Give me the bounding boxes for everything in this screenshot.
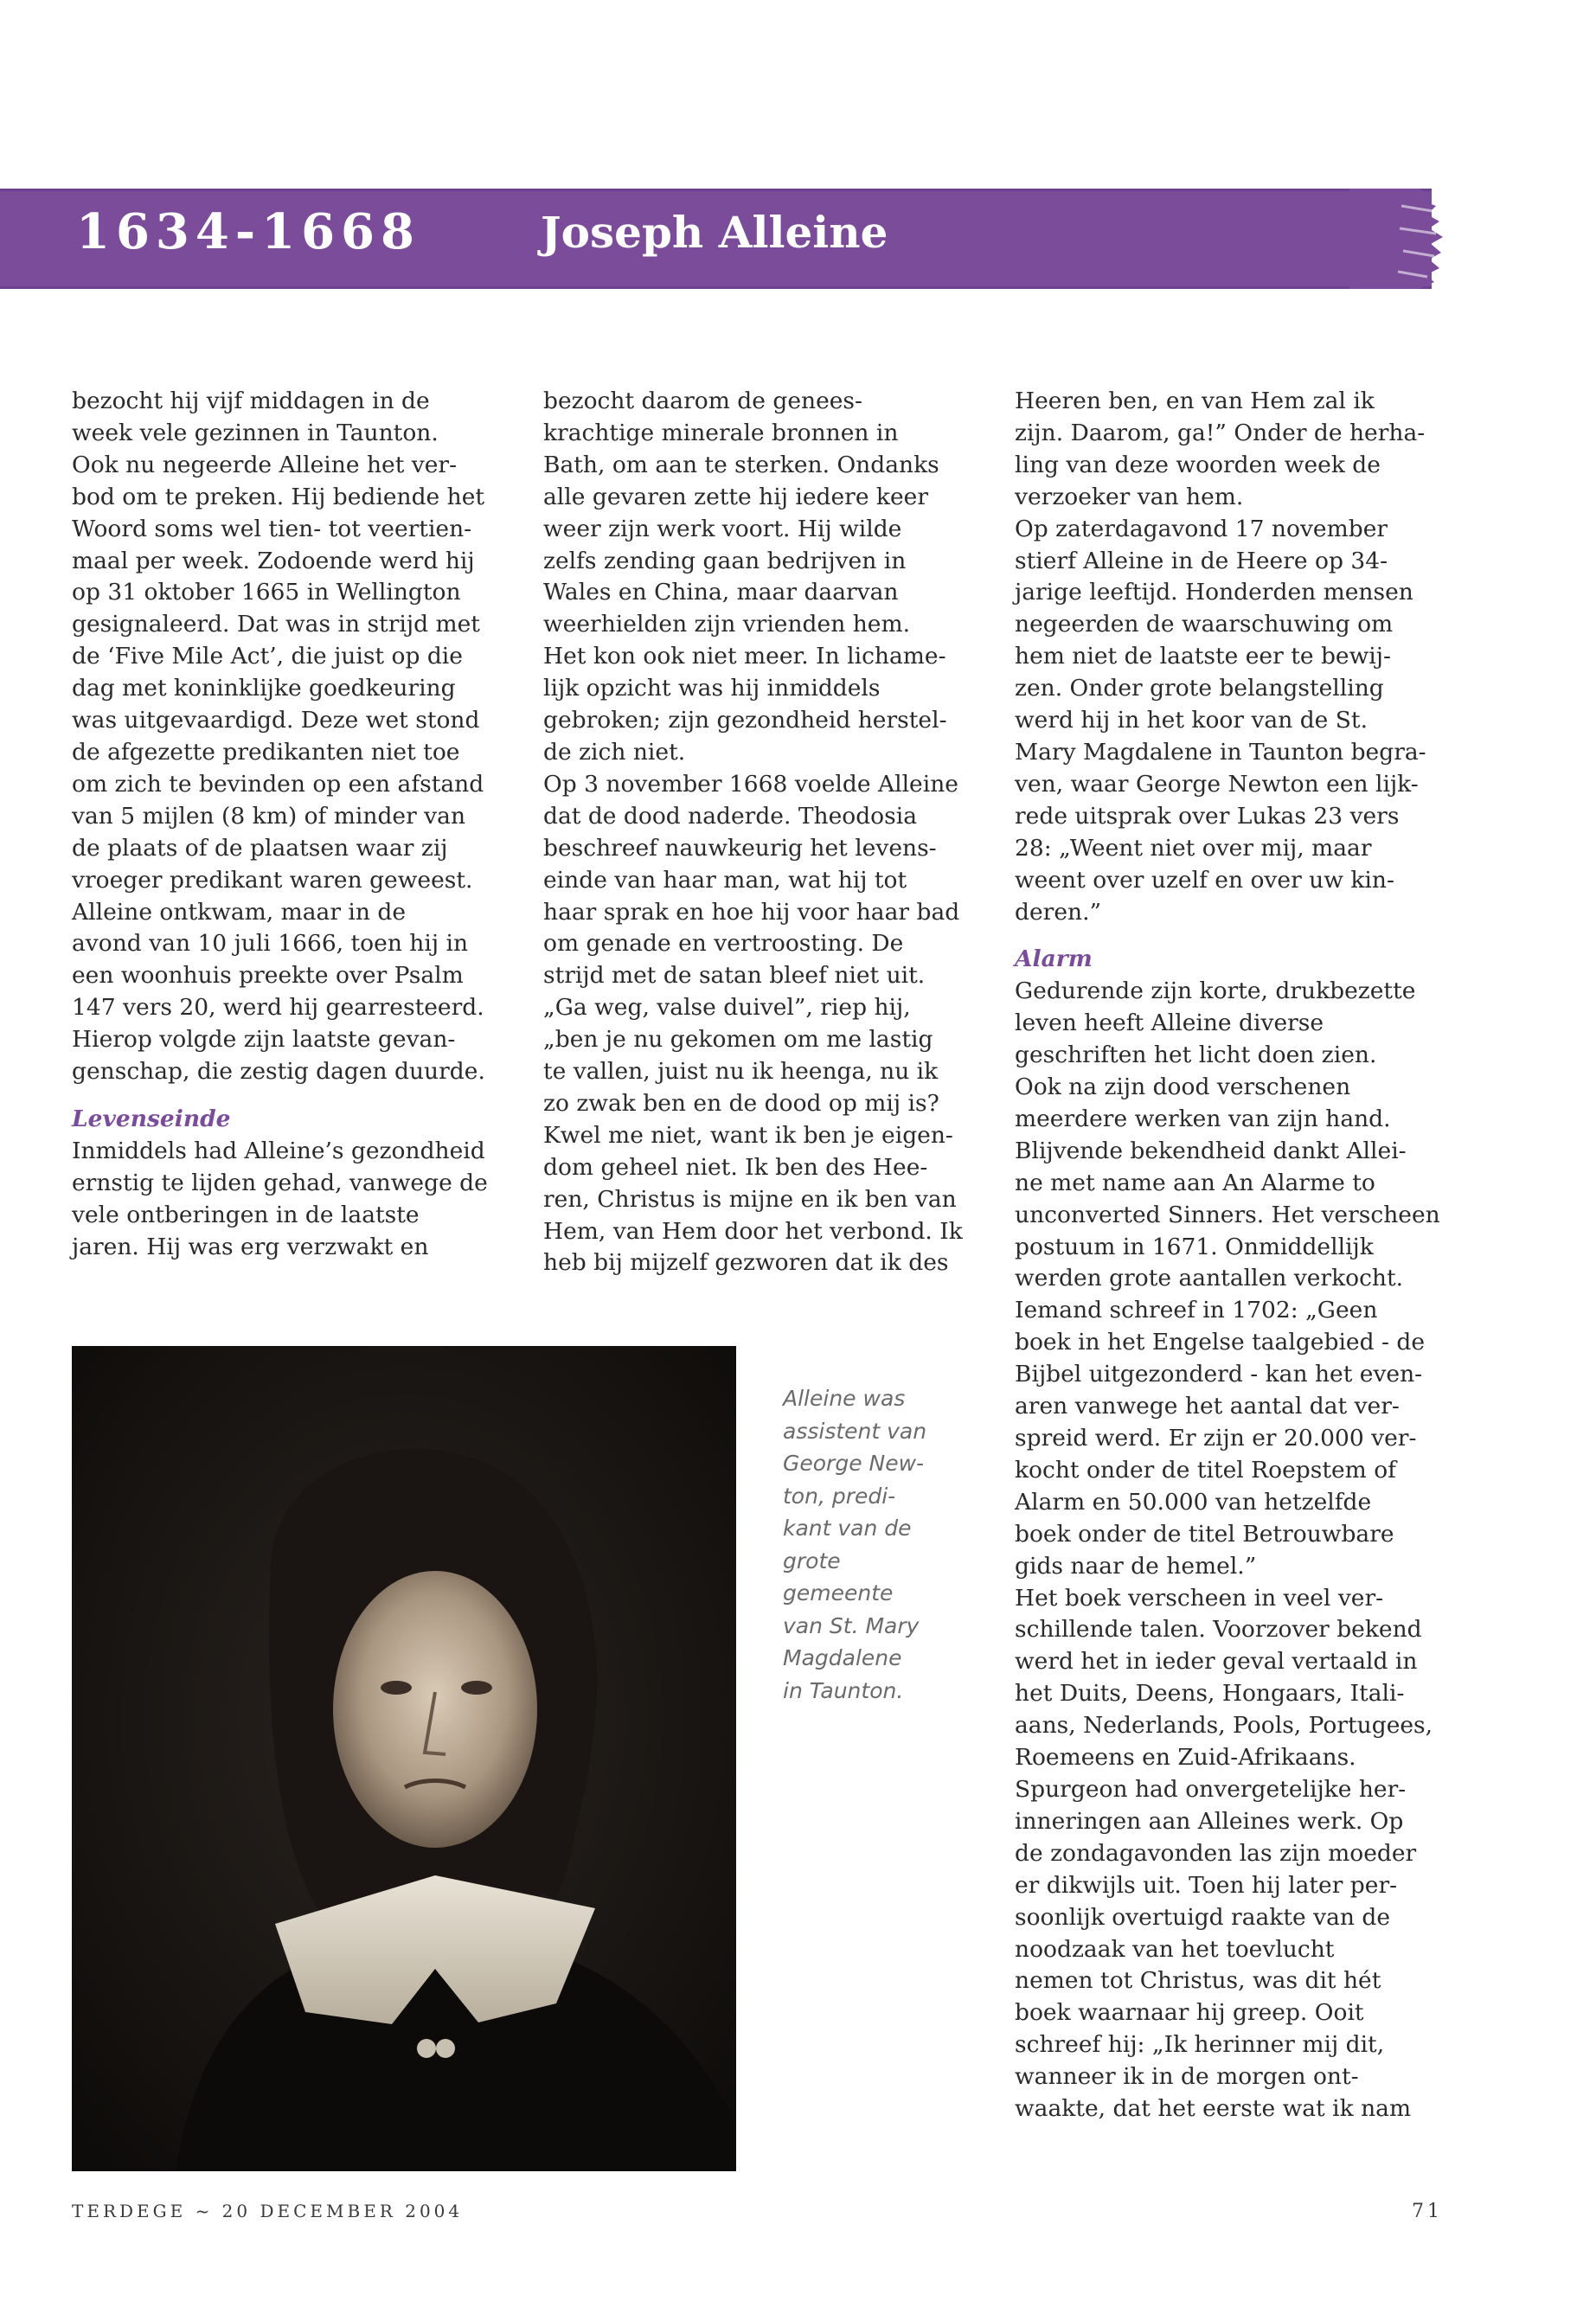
text-line: bod om te preken. Hij bediende het	[72, 483, 485, 510]
portrait-illustration	[72, 1346, 736, 2171]
text-line: nemen tot Christus, was dit hét	[1015, 1967, 1381, 1995]
text-line: negeerden de waarschuwing om	[1015, 611, 1394, 638]
text-line: om zich te bevinden op een afstand	[72, 770, 484, 798]
text-line: Hem, van Hem door het verbond. Ik	[543, 1217, 963, 1245]
text-line: jaren. Hij was erg verzwakt en	[72, 1233, 429, 1260]
text-line: ling van deze woorden week de	[1015, 451, 1381, 478]
text-line: Woord soms wel tien- tot veertien-	[72, 515, 472, 542]
text-line: Ook na zijn dood verschenen	[1015, 1074, 1351, 1101]
text-line: maal per week. Zodoende werd hij	[72, 547, 475, 574]
text-line: de zondagavonden las zijn moeder	[1015, 1839, 1417, 1867]
text-line: kocht onder de titel Roepstem of	[1015, 1456, 1396, 1484]
text-line: hem niet de laatste eer te bewij-	[1015, 643, 1391, 670]
text-line: Bath, om aan te sterken. Ondanks	[543, 451, 939, 478]
caption-line: van St. Mary	[783, 1612, 920, 1638]
brush-stroke-decoration	[1349, 189, 1445, 289]
text-line: Spurgeon had onvergetelijke her-	[1015, 1775, 1407, 1803]
text-line: soonlijk overtuigd raakte van de	[1015, 1903, 1391, 1931]
text-line: de plaats of de plaatsen waar zij	[72, 834, 448, 862]
text-line: Alarm en 50.000 van hetzelfde	[1015, 1488, 1372, 1516]
text-column-1	[72, 386, 488, 1263]
text-line: gids naar de hemel.”	[1015, 1552, 1257, 1580]
text-line: het Duits, Deens, Hongaars, Itali-	[1015, 1680, 1405, 1708]
text-line: Alleine ontkwam, maar in de	[72, 898, 407, 926]
text-line: er dikwijls uit. Toen hij later per-	[1015, 1871, 1398, 1899]
text-line: deren.”	[1015, 898, 1102, 926]
caption-line: Alleine was	[783, 1386, 906, 1411]
text-line: Ook nu negeerde Alleine het ver-	[72, 451, 458, 478]
text-line: alle gevaren zette hij iedere keer	[543, 483, 929, 510]
text-line: noodzaak van het toevlucht	[1015, 1935, 1335, 1963]
text-line: inneringen aan Alleines werk. Op	[1015, 1807, 1404, 1835]
caption-line: ton, predi-	[783, 1483, 896, 1509]
text-line: Wales en China, maar daarvan	[543, 579, 899, 606]
text-line: postuum in 1671. Onmiddellijk	[1015, 1233, 1374, 1260]
text-line: een woonhuis preekte over Psalm	[72, 962, 464, 990]
text-line: haar sprak en hoe hij voor haar bad	[543, 898, 960, 926]
text-line: boek in het Engelse taalgebied - de	[1015, 1329, 1426, 1356]
text-line: vele ontberingen in de laatste	[72, 1201, 420, 1228]
text-line: Mary Magdalene in Taunton begra-	[1015, 738, 1426, 766]
text-line: einde van haar man, wat hij tot	[543, 866, 907, 894]
caption-line: Magdalene	[783, 1645, 902, 1670]
text-line: schillende talen. Voorzover bekend	[1015, 1616, 1422, 1644]
text-column-3	[1015, 386, 1440, 2125]
text-column-2	[543, 386, 963, 1279]
text-line: „ben je nu gekomen om me lastig	[543, 1026, 933, 1054]
image-caption	[783, 1382, 926, 1707]
text-line: Het boek verscheen in veel ver-	[1015, 1584, 1384, 1612]
text-line: werd hij in het koor van de St.	[1015, 707, 1368, 734]
text-line: spreid werd. Er zijn er 20.000 ver-	[1015, 1425, 1417, 1452]
text-line: weerhielden zijn vrienden hem.	[543, 611, 910, 638]
text-line: leven heeft Alleine diverse	[1015, 1009, 1324, 1037]
text-line: strijd met de satan bleef niet uit.	[543, 962, 926, 990]
text-line: ernstig te lijden gehad, vanwege de	[72, 1169, 488, 1196]
text-line: „Ga weg, valse duivel”, riep hij,	[543, 994, 911, 1022]
text-line: aren vanwege het aantal dat ver-	[1015, 1393, 1400, 1420]
text-line: Op 3 november 1668 voelde Alleine	[543, 770, 958, 798]
text-line: Kwel me niet, want ik ben je eigen-	[543, 1121, 953, 1149]
header-title: Joseph Alleine	[541, 207, 888, 258]
text-line: dat de dood naderde. Theodosia	[543, 802, 918, 830]
text-line: dag met koninklijke goedkeuring	[72, 675, 456, 702]
caption-line: assistent van	[783, 1418, 927, 1444]
text-line: vroeger predikant waren geweest.	[72, 866, 473, 894]
text-line: de afgezette predikanten niet toe	[72, 738, 460, 766]
text-line: ven, waar George Newton een lijk-	[1015, 770, 1419, 798]
text-line: 147 vers 20, werd hij gearresteerd.	[72, 994, 484, 1022]
caption-line: gemeente	[783, 1580, 894, 1606]
text-line: Op zaterdagavond 17 november	[1015, 515, 1388, 542]
section-heading-levenseinde: Levenseinde	[72, 1105, 231, 1132]
text-line: schreef hij: „Ik herinner mij dit,	[1015, 2031, 1385, 2059]
publication-footer: TERDEGE ~ 20 DECEMBER 2004	[72, 2201, 464, 2221]
text-line: boek waarnaar hij greep. Ooit	[1015, 1999, 1364, 2027]
text-line: Iemand schreef in 1702: „Geen	[1015, 1297, 1378, 1324]
caption-line: George New-	[783, 1451, 925, 1476]
text-line: waakte, dat het eerste wat ik nam	[1015, 2095, 1412, 2123]
text-line: werd het in ieder geval vertaald in	[1015, 1648, 1418, 1676]
text-line: Inmiddels had Alleine’s gezondheid	[72, 1137, 485, 1164]
text-line: 28: „Weent niet over mij, maar	[1015, 834, 1372, 862]
text-line: Blijvende bekendheid dankt Allei-	[1015, 1137, 1407, 1164]
text-line: weer zijn werk voort. Hij wilde	[543, 515, 902, 542]
caption-line: kant van de	[783, 1516, 912, 1541]
text-line: krachtige minerale bronnen in	[543, 419, 899, 446]
text-line: Hierop volgde zijn laatste gevan-	[72, 1026, 456, 1054]
text-line: geschriften het licht doen zien.	[1015, 1042, 1377, 1069]
text-line: genschap, die zestig dagen duurde.	[72, 1058, 485, 1086]
text-line: te vallen, juist nu ik heenga, nu ik	[543, 1058, 939, 1086]
text-line: zijn. Daarom, ga!” Onder de herha-	[1015, 419, 1426, 446]
section-heading-alarm: Alarm	[1015, 945, 1093, 973]
caption-line: grote	[783, 1548, 841, 1574]
text-line: zo zwak ben en de dood op mij is?	[543, 1089, 939, 1117]
text-line: van 5 mijlen (8 km) of minder van	[72, 802, 466, 830]
text-line: de zich niet.	[543, 738, 686, 766]
page-number: 71	[1412, 2201, 1443, 2222]
text-line: bezocht hij vijf middagen in de	[72, 388, 430, 414]
header-years: 1634-1668	[76, 203, 420, 260]
text-line: unconverted Sinners. Het verscheen	[1015, 1201, 1440, 1228]
text-line: ren, Christus is mijne en ik ben van	[543, 1185, 957, 1213]
text-line: gesignaleerd. Dat was in strijd met	[72, 611, 480, 638]
text-line: was uitgevaardigd. Deze wet stond	[72, 707, 480, 734]
caption-line: in Taunton.	[783, 1677, 904, 1703]
text-line: de ‘Five Mile Act’, die juist op die	[72, 643, 463, 670]
text-line: rede uitsprak over Lukas 23 vers	[1015, 802, 1400, 830]
text-line: op 31 oktober 1665 in Wellington	[72, 579, 461, 606]
text-line: wanneer ik in de morgen ont-	[1015, 2063, 1359, 2091]
text-line: zelfs zending gaan bedrijven in	[543, 547, 907, 574]
text-line: weent over uzelf en over uw kin-	[1015, 866, 1394, 894]
text-line: gebroken; zijn gezondheid herstel-	[543, 707, 947, 734]
text-line: week vele gezinnen in Taunton.	[72, 419, 439, 446]
text-line: avond van 10 juli 1666, toen hij in	[72, 930, 469, 958]
text-line: werden grote aantallen verkocht.	[1015, 1265, 1404, 1292]
text-line: stierf Alleine in de Heere op 34-	[1015, 547, 1388, 574]
text-line: Het kon ook niet meer. In lichame-	[543, 643, 946, 670]
text-line: om genade en vertroosting. De	[543, 930, 904, 958]
text-line: aans, Nederlands, Pools, Portugees,	[1015, 1712, 1433, 1740]
header-banner	[0, 189, 1432, 289]
text-line: jarige leeftijd. Honderden mensen	[1015, 579, 1413, 606]
text-line: Roemeens en Zuid-Afrikaans.	[1015, 1744, 1356, 1772]
text-line: boek onder de titel Betrouwbare	[1015, 1520, 1394, 1548]
portrait-image	[72, 1346, 736, 2171]
text-line: beschreef nauwkeurig het levens-	[543, 834, 937, 862]
text-line: bezocht daarom de genees-	[543, 388, 862, 414]
text-line: heb bij mijzelf gezworen dat ik des	[543, 1249, 949, 1277]
text-line: ne met name aan An Alarme to	[1015, 1169, 1375, 1196]
text-line: Heeren ben, en van Hem zal ik	[1015, 388, 1375, 414]
text-line: Bijbel uitgezonderd - kan het even-	[1015, 1361, 1423, 1388]
text-line: meerdere werken van zijn hand.	[1015, 1105, 1391, 1132]
text-line: zen. Onder grote belangstelling	[1015, 675, 1384, 702]
text-line: Gedurende zijn korte, drukbezette	[1015, 977, 1416, 1005]
text-line: verzoeker van hem.	[1015, 483, 1244, 510]
text-line: dom geheel niet. Ik ben des Hee-	[543, 1153, 928, 1181]
text-line: lijk opzicht was hij inmiddels	[543, 675, 881, 702]
